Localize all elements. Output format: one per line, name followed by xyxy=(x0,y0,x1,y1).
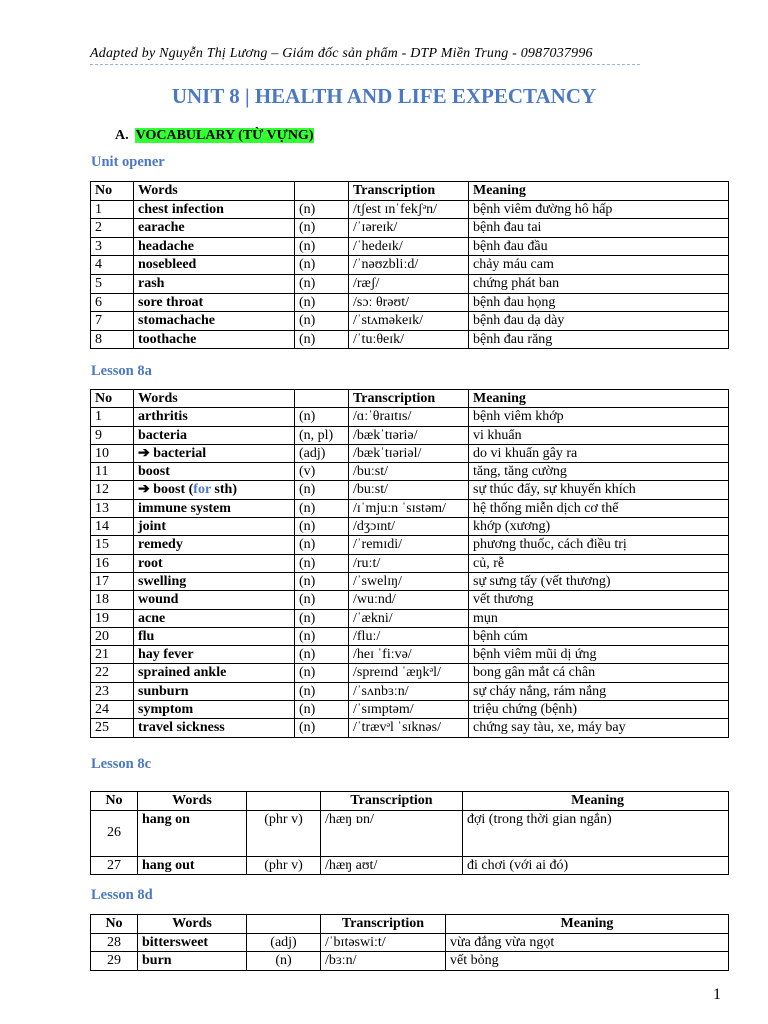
transcription-cell: /ˈbɪtəswiːt/ xyxy=(321,933,446,952)
row-number: 12 xyxy=(91,481,134,499)
table-row xyxy=(91,481,729,499)
meaning-cell: mụn xyxy=(469,609,729,627)
meaning-cell: vết bỏng xyxy=(446,952,729,971)
col-pos xyxy=(247,792,321,811)
transcription-cell: /bɜːn/ xyxy=(321,952,446,971)
row-number: 11 xyxy=(91,463,134,481)
section-heading xyxy=(115,128,314,144)
row-number: 21 xyxy=(91,646,134,664)
row-number: 25 xyxy=(91,719,134,737)
meaning-cell: sự sưng tấy (vết thương) xyxy=(469,572,729,590)
transcription-cell: /ˈhedeɪk/ xyxy=(349,237,469,256)
word-text: root xyxy=(138,555,163,571)
part-of-speech: (n) xyxy=(295,518,349,536)
word-text: sore throat xyxy=(138,294,204,310)
part-of-speech: (n) xyxy=(295,719,349,737)
table-header-row xyxy=(91,792,729,811)
row-number: 23 xyxy=(91,682,134,700)
meaning-cell: vết thương xyxy=(469,591,729,609)
transcription-cell: /tʃest ɪnˈfekʃᵊn/ xyxy=(349,200,469,219)
row-number: 5 xyxy=(91,274,134,293)
word-cell xyxy=(134,719,295,737)
table-row xyxy=(91,237,729,256)
part-of-speech: (n) xyxy=(295,481,349,499)
table-row xyxy=(91,463,729,481)
table-row xyxy=(91,499,729,517)
meaning-cell: củ, rễ xyxy=(469,554,729,572)
transcription-cell: /ruːt/ xyxy=(349,554,469,572)
part-of-speech: (n) xyxy=(295,554,349,572)
arrow-icon: ➔ xyxy=(138,445,150,461)
word-text: hay fever xyxy=(138,647,194,663)
word-text: remedy xyxy=(138,537,183,553)
word-text: sunburn xyxy=(138,683,189,699)
table-row xyxy=(91,408,729,426)
word-cell xyxy=(134,572,295,590)
table-row xyxy=(91,426,729,444)
table-row xyxy=(91,952,729,971)
word-text: flu xyxy=(138,628,155,644)
row-number: 26 xyxy=(91,810,138,856)
word-cell xyxy=(134,444,295,462)
row-number: 15 xyxy=(91,536,134,554)
row-number: 9 xyxy=(91,426,134,444)
table-row xyxy=(91,627,729,645)
word-text: hang out xyxy=(142,857,195,873)
word-cell xyxy=(134,219,295,238)
meaning-cell: vi khuẩn xyxy=(469,426,729,444)
row-number: 4 xyxy=(91,256,134,275)
unit-opener-heading: Unit opener xyxy=(91,154,165,170)
part-of-speech: (n) xyxy=(295,536,349,554)
table-header-row xyxy=(91,915,729,934)
word-text: chest infection xyxy=(138,201,224,217)
lesson-8d-heading: Lesson 8d xyxy=(91,887,153,903)
table-row xyxy=(91,274,729,293)
part-of-speech: (n) xyxy=(295,237,349,256)
word-text: bittersweet xyxy=(142,934,209,950)
meaning-cell: phương thuốc, cách điều trị xyxy=(469,536,729,554)
word-cell xyxy=(134,237,295,256)
table-header-row xyxy=(91,390,729,408)
col-pos xyxy=(247,915,321,934)
word-text: headache xyxy=(138,238,194,254)
meaning-cell: chứng phát ban xyxy=(469,274,729,293)
part-of-speech: (n) xyxy=(295,200,349,219)
table-row xyxy=(91,664,729,682)
part-of-speech: (phr v) xyxy=(247,856,321,875)
col-meaning: Meaning xyxy=(469,182,729,201)
col-no: No xyxy=(91,915,138,934)
part-of-speech: (phr v) xyxy=(247,810,321,856)
word-preposition: for xyxy=(193,482,211,498)
meaning-cell: đợi (trong thời gian ngắn) xyxy=(463,810,729,856)
part-of-speech: (n) xyxy=(295,256,349,275)
col-transcription: Transcription xyxy=(321,915,446,934)
col-transcription: Transcription xyxy=(349,390,469,408)
col-transcription: Transcription xyxy=(349,182,469,201)
col-words: Words xyxy=(138,792,247,811)
word-cell xyxy=(138,810,247,856)
lesson-8a-heading: Lesson 8a xyxy=(91,363,152,379)
word-cell xyxy=(134,200,295,219)
word-text: bacterial xyxy=(153,445,207,461)
transcription-cell: /ˈswelɪŋ/ xyxy=(349,572,469,590)
word-cell xyxy=(134,499,295,517)
lesson-8c-table xyxy=(90,791,729,875)
lesson-8d-table xyxy=(90,914,729,971)
word-cell xyxy=(134,408,295,426)
part-of-speech: (n) xyxy=(295,330,349,349)
meaning-cell: sự thúc đẩy, sự khuyến khích xyxy=(469,481,729,499)
col-no: No xyxy=(91,182,134,201)
part-of-speech: (n, pl) xyxy=(295,426,349,444)
row-number: 7 xyxy=(91,312,134,331)
word-text: nosebleed xyxy=(138,257,197,273)
row-number: 3 xyxy=(91,237,134,256)
lesson-8c-heading: Lesson 8c xyxy=(91,756,152,772)
meaning-cell: hệ thống miễn dịch cơ thể xyxy=(469,499,729,517)
transcription-cell: /hæŋ aʊt/ xyxy=(321,856,463,875)
transcription-cell: /ˈremɪdi/ xyxy=(349,536,469,554)
transcription-cell: /fluː/ xyxy=(349,627,469,645)
table-row xyxy=(91,554,729,572)
row-number: 22 xyxy=(91,664,134,682)
meaning-cell: đi chơi (với ai đó) xyxy=(463,856,729,875)
word-text: stomachache xyxy=(138,313,215,329)
transcription-cell: /ɪˈmjuːn ˈsɪstəm/ xyxy=(349,499,469,517)
unit-title: UNIT 8 | HEALTH AND LIFE EXPECTANCY xyxy=(171,84,597,108)
row-number: 2 xyxy=(91,219,134,238)
col-pos xyxy=(295,182,349,201)
word-cell xyxy=(134,426,295,444)
part-of-speech: (n) xyxy=(295,627,349,645)
word-cell xyxy=(134,554,295,572)
row-number: 18 xyxy=(91,591,134,609)
table-row xyxy=(91,256,729,275)
transcription-cell: /dʒɔɪnt/ xyxy=(349,518,469,536)
row-number: 24 xyxy=(91,701,134,719)
row-number: 17 xyxy=(91,572,134,590)
transcription-cell: /ræʃ/ xyxy=(349,274,469,293)
meaning-cell: bệnh đau đầu xyxy=(469,237,729,256)
word-text: boost xyxy=(138,464,170,480)
part-of-speech: (n) xyxy=(295,646,349,664)
word-cell xyxy=(134,330,295,349)
table-row xyxy=(91,591,729,609)
part-of-speech: (n) xyxy=(295,219,349,238)
col-pos xyxy=(295,390,349,408)
meaning-cell: bệnh đau răng xyxy=(469,330,729,349)
transcription-cell: /buːst/ xyxy=(349,463,469,481)
word-text: bacteria xyxy=(138,427,187,443)
row-number: 16 xyxy=(91,554,134,572)
part-of-speech: (n) xyxy=(295,701,349,719)
word-cell xyxy=(134,536,295,554)
word-text: burn xyxy=(142,953,172,969)
row-number: 27 xyxy=(91,856,138,875)
meaning-cell: sự cháy nắng, rám nắng xyxy=(469,682,729,700)
word-cell xyxy=(134,312,295,331)
row-number: 10 xyxy=(91,444,134,462)
col-no: No xyxy=(91,792,138,811)
transcription-cell: /heɪ ˈfiːvə/ xyxy=(349,646,469,664)
row-number: 28 xyxy=(91,933,138,952)
table-row xyxy=(91,646,729,664)
transcription-cell: /hæŋ ɒn/ xyxy=(321,810,463,856)
word-text: immune system xyxy=(138,500,231,516)
meaning-cell: bệnh đau dạ dày xyxy=(469,312,729,331)
table-header-row xyxy=(91,182,729,201)
table-row xyxy=(91,933,729,952)
meaning-cell: chứng say tàu, xe, máy bay xyxy=(469,719,729,737)
col-meaning: Meaning xyxy=(469,390,729,408)
word-cell xyxy=(134,627,295,645)
table-row xyxy=(91,312,729,331)
word-text: toothache xyxy=(138,331,197,347)
transcription-cell: /sɔː θrəʊt/ xyxy=(349,293,469,312)
table-row xyxy=(91,682,729,700)
transcription-cell: /ˈtrævᵊl ˈsɪknəs/ xyxy=(349,719,469,737)
section-letter: A. xyxy=(115,128,129,143)
meaning-cell: bong gân mắt cá chân xyxy=(469,664,729,682)
meaning-cell: bệnh viêm khớp xyxy=(469,408,729,426)
col-words: Words xyxy=(134,182,295,201)
row-number: 1 xyxy=(91,408,134,426)
meaning-cell: do vi khuẩn gây ra xyxy=(469,444,729,462)
meaning-cell: vừa đắng vừa ngọt xyxy=(446,933,729,952)
table-row xyxy=(91,701,729,719)
word-cell xyxy=(134,682,295,700)
part-of-speech: (n) xyxy=(295,572,349,590)
part-of-speech: (n) xyxy=(295,664,349,682)
word-text: rash xyxy=(138,275,165,291)
word-cell xyxy=(138,952,247,971)
word-cell xyxy=(134,293,295,312)
part-of-speech: (n) xyxy=(295,312,349,331)
part-of-speech: (v) xyxy=(295,463,349,481)
col-meaning: Meaning xyxy=(446,915,729,934)
table-row xyxy=(91,609,729,627)
table-row xyxy=(91,856,729,875)
col-meaning: Meaning xyxy=(463,792,729,811)
table-row xyxy=(91,219,729,238)
part-of-speech: (n) xyxy=(295,609,349,627)
row-number: 20 xyxy=(91,627,134,645)
row-number: 8 xyxy=(91,330,134,349)
word-text: travel sickness xyxy=(138,720,225,736)
col-words: Words xyxy=(138,915,247,934)
transcription-cell: /spreɪnd ˈæŋkᵊl/ xyxy=(349,664,469,682)
transcription-cell: /ˈstʌməkeɪk/ xyxy=(349,312,469,331)
word-cell xyxy=(134,274,295,293)
table-row xyxy=(91,536,729,554)
word-text: joint xyxy=(138,519,166,535)
meaning-cell: bệnh đau tai xyxy=(469,219,729,238)
table-row xyxy=(91,572,729,590)
document-header: Adapted by Nguyễn Thị Lương – Giám đốc sản phẩm - DTP Miền Trung - 0987037996 xyxy=(90,46,640,65)
word-text: arthritis xyxy=(138,409,188,425)
table-row xyxy=(91,200,729,219)
meaning-cell: tăng, tăng cường xyxy=(469,463,729,481)
part-of-speech: (n) xyxy=(295,499,349,517)
word-text: wound xyxy=(138,592,179,608)
part-of-speech: (n) xyxy=(295,408,349,426)
word-tail: sth) xyxy=(210,482,237,498)
transcription-cell: /ˈɪəreɪk/ xyxy=(349,219,469,238)
table-row xyxy=(91,719,729,737)
row-number: 29 xyxy=(91,952,138,971)
transcription-cell: /ˈsʌnbɜːn/ xyxy=(349,682,469,700)
word-text: earache xyxy=(138,220,185,236)
transcription-cell: /wuːnd/ xyxy=(349,591,469,609)
row-number: 19 xyxy=(91,609,134,627)
table-row xyxy=(91,293,729,312)
col-no: No xyxy=(91,390,134,408)
word-cell xyxy=(134,463,295,481)
word-text: symptom xyxy=(138,702,194,718)
row-number: 6 xyxy=(91,293,134,312)
meaning-cell: bệnh đau họng xyxy=(469,293,729,312)
word-cell xyxy=(134,518,295,536)
arrow-icon: ➔ xyxy=(138,482,150,498)
transcription-cell: /ˈsɪmptəm/ xyxy=(349,701,469,719)
table-row xyxy=(91,444,729,462)
transcription-cell: /ˈækni/ xyxy=(349,609,469,627)
table-row xyxy=(91,518,729,536)
part-of-speech: (n) xyxy=(295,274,349,293)
part-of-speech: (n) xyxy=(295,591,349,609)
word-cell xyxy=(134,646,295,664)
row-number: 13 xyxy=(91,499,134,517)
transcription-cell: /ˈnəʊzbliːd/ xyxy=(349,256,469,275)
transcription-cell: /bækˈtɪəriəl/ xyxy=(349,444,469,462)
part-of-speech: (n) xyxy=(295,682,349,700)
transcription-cell: /buːst/ xyxy=(349,481,469,499)
word-cell xyxy=(134,664,295,682)
row-number: 1 xyxy=(91,200,134,219)
word-cell xyxy=(138,856,247,875)
transcription-cell: /bækˈtɪəriə/ xyxy=(349,426,469,444)
part-of-speech: (n) xyxy=(247,952,321,971)
table-row xyxy=(91,810,729,856)
col-words: Words xyxy=(134,390,295,408)
lesson-8a-table xyxy=(90,389,729,738)
transcription-cell: /ɑːˈθraɪtɪs/ xyxy=(349,408,469,426)
meaning-cell: triệu chứng (bệnh) xyxy=(469,701,729,719)
word-text: boost ( xyxy=(153,482,194,498)
meaning-cell: bệnh viêm mũi dị ứng xyxy=(469,646,729,664)
word-text: hang on xyxy=(142,811,190,827)
word-cell xyxy=(134,481,295,499)
word-cell xyxy=(134,591,295,609)
word-text: swelling xyxy=(138,573,187,589)
part-of-speech: (n) xyxy=(295,293,349,312)
word-cell xyxy=(134,256,295,275)
word-cell xyxy=(134,701,295,719)
transcription-cell: /ˈtuːθeɪk/ xyxy=(349,330,469,349)
page-number: 1 xyxy=(713,986,721,1003)
word-text: acne xyxy=(138,610,166,626)
meaning-cell: bệnh viêm đường hô hấp xyxy=(469,200,729,219)
word-cell xyxy=(138,933,247,952)
word-text: sprained ankle xyxy=(138,665,227,681)
part-of-speech: (adj) xyxy=(247,933,321,952)
part-of-speech: (adj) xyxy=(295,444,349,462)
word-cell xyxy=(134,609,295,627)
section-label: VOCABULARY (TỪ VỰNG) xyxy=(135,128,314,143)
meaning-cell: chảy máu cam xyxy=(469,256,729,275)
row-number: 14 xyxy=(91,518,134,536)
meaning-cell: khớp (xương) xyxy=(469,518,729,536)
col-transcription: Transcription xyxy=(321,792,463,811)
unit-opener-table xyxy=(90,181,729,349)
table-row xyxy=(91,330,729,349)
meaning-cell: bệnh cúm xyxy=(469,627,729,645)
